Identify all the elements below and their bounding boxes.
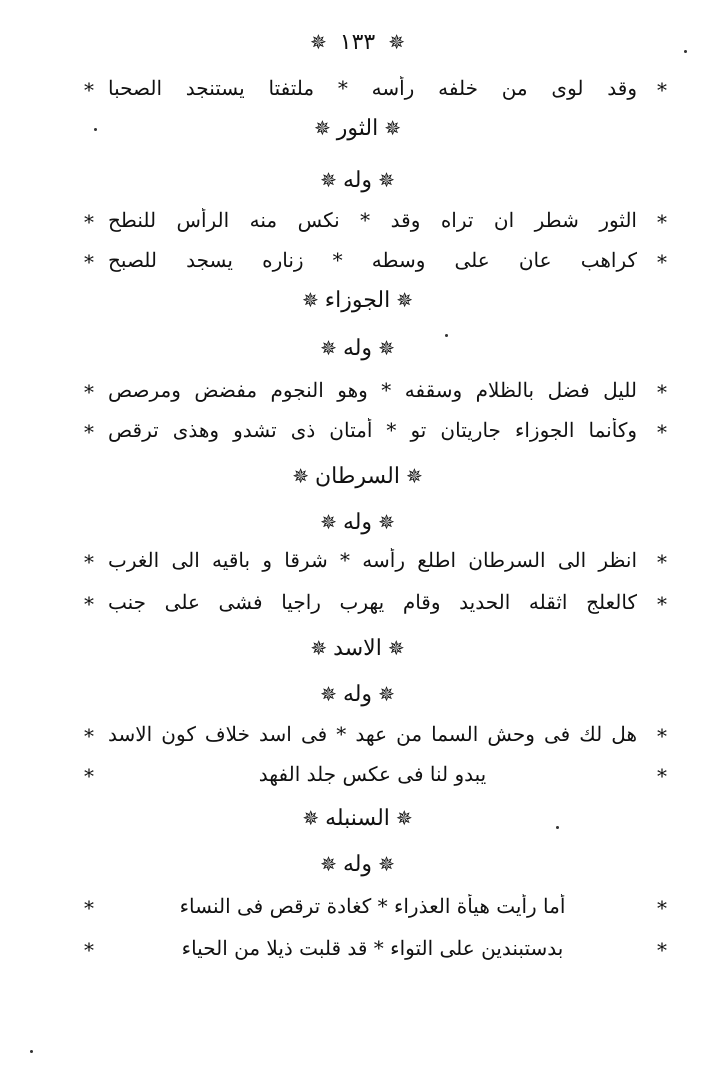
star-marker: *	[84, 938, 94, 962]
verse-text: أما رأيت هيأة العذراء * كغادة ترقص فى النساء	[179, 894, 566, 918]
section-heading	[0, 168, 715, 193]
verse-text: وكأنما الجوزاء جاريتان تو * أمتان ذى تشدو وهذى ترقص	[108, 418, 637, 442]
ornament-icon: ✵	[396, 288, 413, 312]
verse-line	[0, 590, 715, 626]
verse-line	[0, 936, 715, 972]
verse-text: يبدو لنا فى عكس جلد الفهد	[258, 762, 487, 786]
verse-line	[0, 378, 715, 414]
star-marker: *	[84, 210, 94, 234]
ornament-icon: ✵	[320, 510, 337, 534]
star-marker: *	[84, 764, 94, 788]
verse-line	[0, 208, 715, 244]
star-marker: *	[84, 592, 94, 616]
verse-text: كالعلج اثقله الحديد وقام يهرب راجيا فشى على جنب	[108, 590, 637, 614]
ornament-icon: ✵	[378, 682, 395, 706]
ornament-icon: ✵	[320, 336, 337, 360]
heading-text: الاسد	[333, 636, 382, 661]
ornament-icon: ✵	[378, 852, 395, 876]
ornament-icon: ✵	[405, 464, 423, 488]
ornament-icon: ✵	[378, 168, 395, 192]
ornament-icon: ✵	[320, 682, 337, 706]
verse-line	[0, 418, 715, 454]
verse-line	[0, 894, 715, 930]
verse-line	[0, 762, 715, 798]
verse-line	[0, 548, 715, 584]
star-marker: *	[657, 78, 667, 102]
verse-text: وقد لوى من خلفه رأسه * ملتفتا يستنجد الصحبا	[108, 76, 637, 100]
section-heading	[0, 682, 715, 707]
verse-line	[0, 248, 715, 284]
ornament-icon: ✵	[384, 116, 401, 140]
ornament-icon: ✵	[310, 636, 328, 660]
section-heading	[0, 336, 715, 361]
ornament-icon: ✵	[292, 464, 310, 488]
section-heading	[0, 464, 715, 489]
ornament-icon: ✵	[310, 30, 327, 54]
ink-speck	[30, 1050, 33, 1053]
page-number: ١٣٣	[339, 30, 376, 55]
star-marker: *	[657, 764, 667, 788]
verse-text: انظر الى السرطان اطلع رأسه * شرقا و باقيه الى الغرب	[108, 548, 637, 572]
heading-text: وله	[342, 510, 373, 535]
heading-text: السرطان	[315, 464, 400, 489]
star-marker: *	[84, 250, 94, 274]
heading-text: الجوزاء	[324, 288, 391, 313]
heading-text: وله	[342, 168, 373, 193]
verse-text: كراهب عان على وسطه * زناره يسجد للصبح	[108, 248, 637, 272]
star-marker: *	[657, 380, 667, 404]
ornament-icon: ✵	[320, 168, 337, 192]
ink-speck	[94, 128, 97, 131]
ornament-icon: ✵	[378, 510, 395, 534]
verse-text: الثور شطر ان تراه وقد * نكس منه الرأس للنطح	[108, 208, 637, 232]
section-heading	[0, 510, 715, 535]
star-marker: *	[84, 78, 94, 102]
star-marker: *	[657, 210, 667, 234]
ornament-icon: ✵	[314, 116, 331, 140]
heading-text: وله	[342, 682, 373, 707]
ornament-icon: ✵	[395, 806, 413, 830]
ornament-icon: ✵	[302, 806, 320, 830]
star-marker: *	[84, 896, 94, 920]
star-marker: *	[84, 724, 94, 748]
heading-text: وله	[342, 852, 373, 877]
ornament-icon: ✵	[302, 288, 319, 312]
ornament-icon: ✵	[388, 30, 405, 54]
star-marker: *	[84, 550, 94, 574]
ornament-icon: ✵	[320, 852, 337, 876]
ornament-icon: ✵	[387, 636, 405, 660]
heading-text: الثور	[336, 116, 379, 141]
heading-text: وله	[342, 336, 373, 361]
page-number-header	[0, 30, 715, 55]
section-heading	[0, 288, 715, 313]
verse-text: هل لك فى وحش السما من عهد * فى اسد خلاف كون الاسد	[108, 722, 637, 746]
verse-line	[0, 722, 715, 758]
section-heading	[0, 806, 715, 831]
verse-line	[0, 76, 715, 112]
star-marker: *	[657, 550, 667, 574]
star-marker: *	[657, 420, 667, 444]
star-marker: *	[657, 938, 667, 962]
heading-text: السنبله	[325, 806, 390, 831]
star-marker: *	[657, 250, 667, 274]
section-heading	[0, 116, 715, 141]
star-marker: *	[657, 592, 667, 616]
verse-text: لليل فضل بالظلام وسقفه * وهو النجوم مفضض ومرصص	[108, 378, 637, 402]
section-heading	[0, 636, 715, 661]
section-heading	[0, 852, 715, 877]
star-marker: *	[84, 380, 94, 404]
ink-speck	[556, 826, 559, 829]
star-marker: *	[657, 896, 667, 920]
verse-text: بدستبندين على التواء * قد قلبت ذيلا من الحياء	[181, 936, 564, 960]
ink-speck	[684, 50, 687, 53]
star-marker: *	[84, 420, 94, 444]
star-marker: *	[657, 724, 667, 748]
ornament-icon: ✵	[378, 336, 395, 360]
ink-speck	[445, 334, 448, 337]
